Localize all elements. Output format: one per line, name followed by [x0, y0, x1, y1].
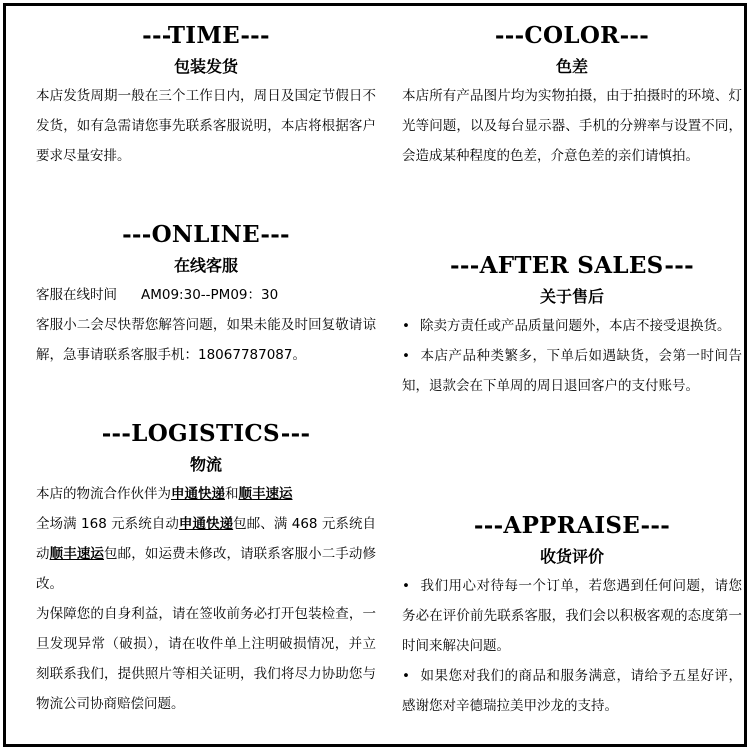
logistics-section [36, 419, 376, 719]
logistics-inspection-note: 为保障您的自身利益，请在签收前务必打开包装检查，一旦发现异常（破损），请在收件单上注明破损情况，并立刻联系我们，提供照片等相关证明，我们将尽力协助您与物流公司协商赔偿问题。 [36, 606, 376, 712]
online-heading: ---ONLINE--- [122, 221, 290, 248]
logistics-heading: ---LOGISTICS--- [101, 420, 311, 447]
logistics-subheading: 物流 [189, 455, 222, 474]
free-shipping-text-1: 全场满 168 元系统自动 [36, 516, 179, 532]
color-subheading: 色差 [555, 57, 588, 76]
sto-express-label-2: 申通快递 [178, 516, 234, 532]
online-hours-label: 客服在线时间 [36, 287, 117, 303]
color-section [402, 21, 742, 171]
after-sales-item-text: 除卖方责任或产品质量问题外，本店不接受退换货。 [420, 318, 731, 334]
appraise-item-text: 如果您对我们的商品和服务满意，请给予五星好评，感谢您对辛德瑞拉美甲沙龙的支持。 [402, 668, 742, 714]
after-sales-item-text: 本店产品种类繁多，下单后如遇缺货，会第一时间告知，退款会在下单周的周日退回客户的支付账号。 [402, 348, 742, 394]
appraise-item-text: 我们用心对待每一个订单，若您遇到任何问题，请您务必在评价前先联系客服，我们会以积极客观的态度第一时间来解决问题。 [402, 578, 742, 654]
after-sales-item [402, 341, 742, 401]
info-panel [3, 3, 747, 747]
color-body: 本店所有产品图片均为实物拍摄，由于拍摄时的环境、灯光等问题，以及每台显示器、手机的分辨率与设置不同，会造成某种程度的色差，介意色差的亲们请慎拍。 [402, 88, 742, 164]
free-shipping-text-3: 包邮，如运费未修改，请联系客服小二手动修改。 [36, 546, 377, 592]
online-body: 客服小二会尽快帮您解答问题，如果未能及时回复敬请谅解，急事请联系客服手机：18067787087。 [36, 317, 376, 363]
logistics-partners-conj: 和 [225, 486, 239, 502]
appraise-item [402, 571, 742, 661]
free-shipping-text-2: 包邮、满 468 元系统自动 [36, 516, 377, 562]
logistics-free-shipping [36, 509, 376, 599]
logistics-partners-text: 本店的物流合作伙伴为 [36, 486, 171, 502]
bullet-icon: • [402, 318, 410, 334]
time-section [36, 21, 376, 171]
appraise-item [402, 661, 742, 721]
after-sales-heading: ---AFTER SALES--- [450, 252, 694, 279]
bullet-icon: • [402, 668, 410, 684]
time-subheading: 包装发货 [173, 57, 238, 76]
online-hours [36, 280, 376, 310]
logistics-partners [36, 479, 376, 509]
appraise-section [402, 511, 742, 721]
online-section [36, 220, 376, 370]
time-body: 本店发货周期一般在三个工作日内，周日及国定节假日不发货，如有急需请您事先联系客服说明，本店将根据客户要求尽量安排。 [36, 88, 376, 164]
online-hours-value: AM09:30--PM09：30 [141, 287, 279, 303]
time-heading: ---TIME--- [142, 22, 270, 49]
sf-express-label: 顺丰速运 [238, 486, 293, 502]
appraise-heading: ---APPRAISE--- [473, 512, 671, 539]
after-sales-section [402, 251, 742, 401]
sto-express-label: 申通快递 [171, 486, 225, 502]
online-subheading: 在线客服 [173, 256, 238, 275]
after-sales-subheading: 关于售后 [539, 287, 604, 306]
sf-express-label-2: 顺丰速运 [49, 546, 105, 562]
after-sales-item [402, 311, 742, 341]
bullet-icon: • [402, 578, 410, 594]
bullet-icon: • [402, 348, 410, 364]
color-heading: ---COLOR--- [494, 22, 650, 49]
appraise-subheading: 收货评价 [539, 547, 604, 566]
